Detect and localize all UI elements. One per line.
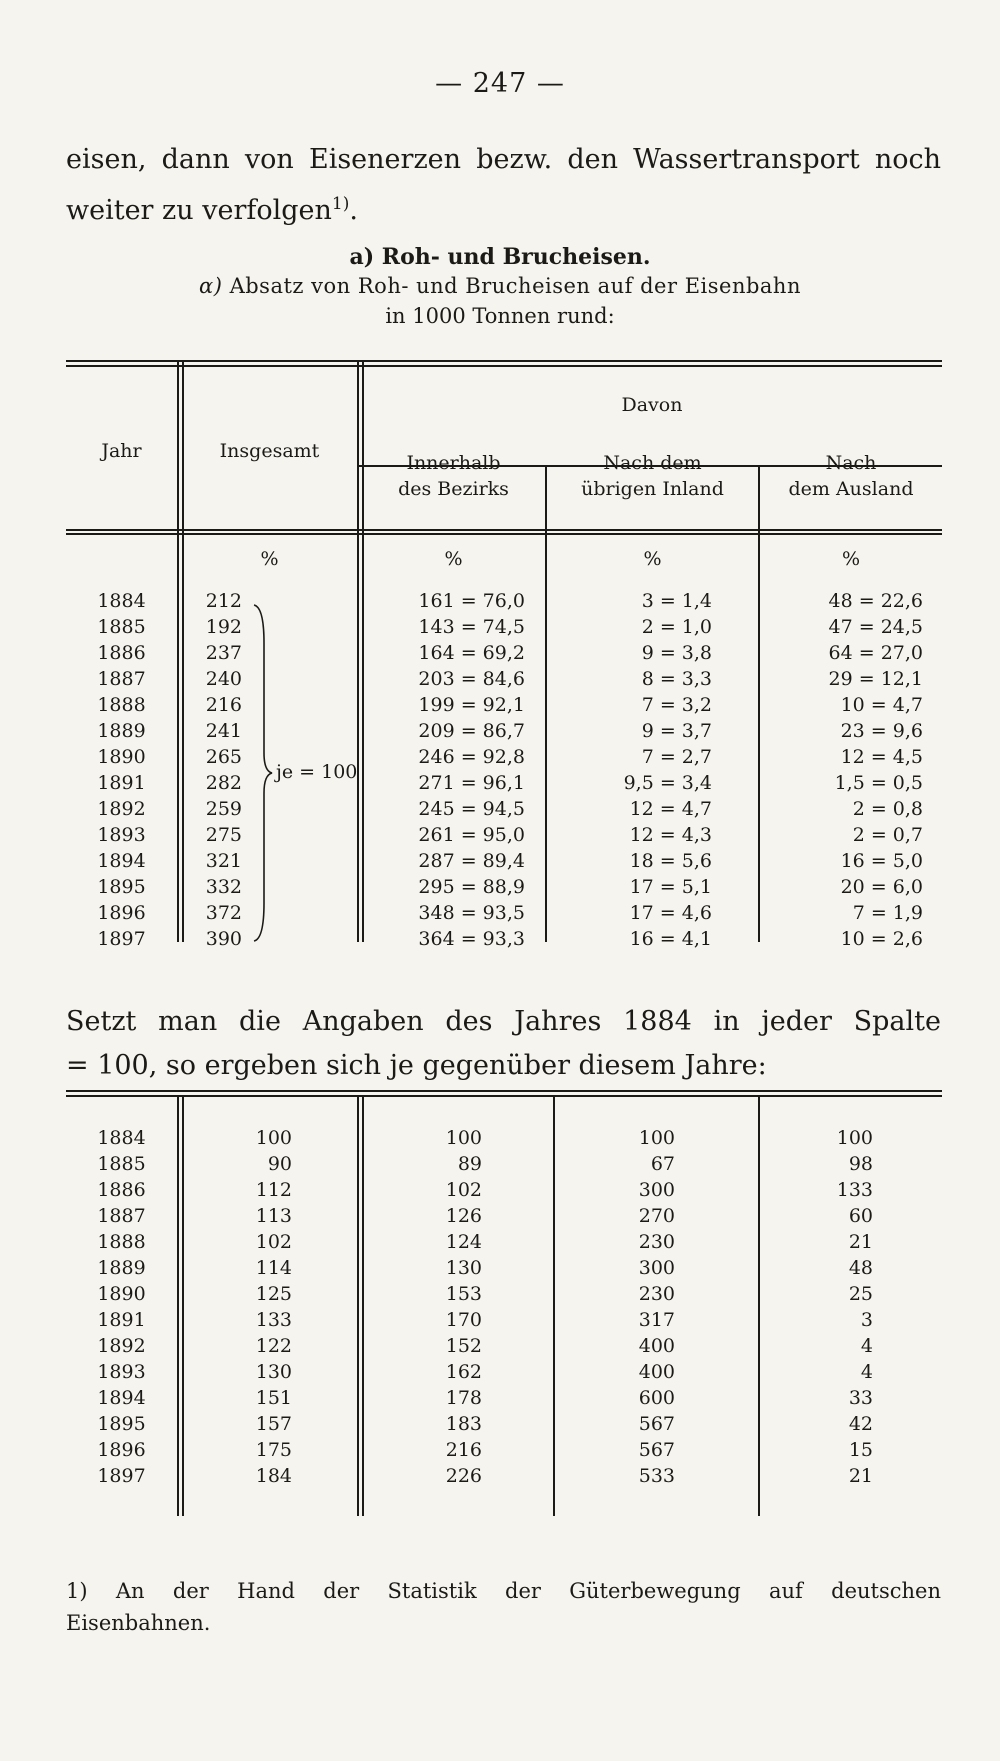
t2-cell-ausland: 42 xyxy=(848,1413,873,1435)
percent-inland: % xyxy=(643,548,662,570)
footnote-reference[interactable]: 1) xyxy=(331,194,350,214)
t1-vline-1 xyxy=(177,362,179,942)
t2-cell-insgesamt: 184 xyxy=(255,1465,292,1487)
unit-note: in 1000 Tonnen rund: xyxy=(385,304,615,328)
t1-cell-jahr: 1894 xyxy=(97,850,146,872)
t2-cell-jahr: 1894 xyxy=(97,1387,146,1409)
intro-line-1: eisen, dann von Eisenerzen bezw. den Wassertransport noch xyxy=(66,144,941,175)
t2-cell-inland: 400 xyxy=(638,1335,675,1357)
t2-cell-ausland: 21 xyxy=(848,1231,873,1253)
t2-cell-ausland: 25 xyxy=(848,1283,873,1305)
t2-cell-jahr: 1888 xyxy=(97,1231,146,1253)
t1-cell-insgesamt: 390 xyxy=(205,928,242,950)
t2-cell-innerhalb: 162 xyxy=(445,1361,482,1383)
t1-cell-insgesamt: 241 xyxy=(205,720,242,742)
t2-cell-jahr: 1895 xyxy=(97,1413,146,1435)
t1-vline-2 xyxy=(357,362,359,942)
t1-cell-jahr: 1891 xyxy=(97,772,146,794)
t2-cell-inland: 317 xyxy=(638,1309,675,1331)
t2-cell-jahr: 1892 xyxy=(97,1335,146,1357)
t2-cell-inland: 600 xyxy=(638,1387,675,1409)
t1-cell-inland: 9 = 3,8 xyxy=(641,642,712,664)
t1-cell-innerhalb: 245 = 94,5 xyxy=(418,798,525,820)
table1-header-rule-2 xyxy=(66,533,942,535)
t2-cell-innerhalb: 178 xyxy=(445,1387,482,1409)
t1-cell-ausland: 64 = 27,0 xyxy=(828,642,923,664)
footnote-line-1: 1) An der Hand der Statistik der Güterbewegung auf deutschen xyxy=(66,1579,941,1603)
header-jahr: Jahr xyxy=(101,440,142,462)
t2-cell-insgesamt: 125 xyxy=(255,1283,292,1305)
t1-cell-inland: 3 = 1,4 xyxy=(641,590,712,612)
header-nach-ausland: Nach dem Ausland xyxy=(788,452,914,500)
footnote-line-2: Eisenbahnen. xyxy=(66,1611,211,1635)
t1-cell-ausland: 47 = 24,5 xyxy=(828,616,923,638)
je-100-label: je = 100 xyxy=(276,761,358,783)
t2-cell-ausland: 15 xyxy=(848,1439,873,1461)
t2-cell-innerhalb: 102 xyxy=(445,1179,482,1201)
subsection-heading: α) Absatz von Roh- und Brucheisen auf der Eisenbahn xyxy=(199,274,801,298)
t2-cell-jahr: 1890 xyxy=(97,1283,146,1305)
header-davon: Davon xyxy=(621,394,683,416)
t1-cell-inland: 7 = 3,2 xyxy=(641,694,712,716)
t1-cell-ausland: 29 = 12,1 xyxy=(828,668,923,690)
t2-cell-innerhalb: 153 xyxy=(445,1283,482,1305)
t2-cell-jahr: 1891 xyxy=(97,1309,146,1331)
t1-cell-insgesamt: 275 xyxy=(205,824,242,846)
t1-cell-jahr: 1884 xyxy=(97,590,146,612)
t1-cell-inland: 17 = 5,1 xyxy=(629,876,712,898)
t2-cell-insgesamt: 114 xyxy=(255,1257,292,1279)
t1-cell-jahr: 1893 xyxy=(97,824,146,846)
t1-cell-inland: 9,5 = 3,4 xyxy=(623,772,712,794)
intro-line-2: weiter zu verfolgen$^{1)}$. xyxy=(66,194,358,226)
t2-cell-insgesamt: 122 xyxy=(255,1335,292,1357)
header-nach-inland: Nach dem übrigen Inland xyxy=(581,452,724,500)
t1-cell-jahr: 1885 xyxy=(97,616,146,638)
t2-cell-inland: 230 xyxy=(638,1231,675,1253)
t1-cell-ausland: 16 = 5,0 xyxy=(840,850,923,872)
t1-cell-ausland: 2 = 0,8 xyxy=(852,798,923,820)
table1-header-rule xyxy=(66,529,942,531)
t1-cell-ausland: 20 = 6,0 xyxy=(840,876,923,898)
t2-cell-innerhalb: 124 xyxy=(445,1231,482,1253)
t2-cell-innerhalb: 226 xyxy=(445,1465,482,1487)
t2-cell-inland: 533 xyxy=(638,1465,675,1487)
t1-cell-ausland: 1,5 = 0,5 xyxy=(834,772,923,794)
t1-cell-inland: 9 = 3,7 xyxy=(641,720,712,742)
t1-cell-jahr: 1886 xyxy=(97,642,146,664)
t1-cell-ausland: 7 = 1,9 xyxy=(852,902,923,924)
t1-cell-ausland: 10 = 4,7 xyxy=(840,694,923,716)
page-number: — 247 — xyxy=(435,68,565,99)
t2-cell-innerhalb: 126 xyxy=(445,1205,482,1227)
t2-cell-inland: 67 xyxy=(650,1153,675,1175)
footnote xyxy=(66,1575,941,1639)
t1-cell-innerhalb: 143 = 74,5 xyxy=(418,616,525,638)
t1-cell-insgesamt: 212 xyxy=(205,590,242,612)
t2-vline-2 xyxy=(357,1096,359,1516)
t1-cell-ausland: 23 = 9,6 xyxy=(840,720,923,742)
t1-cell-ausland: 2 = 0,7 xyxy=(852,824,923,846)
table1-top-rule xyxy=(66,360,942,362)
t2-cell-insgesamt: 100 xyxy=(255,1127,292,1149)
t2-cell-jahr: 1893 xyxy=(97,1361,146,1383)
t2-cell-insgesamt: 112 xyxy=(255,1179,292,1201)
t2-cell-inland: 567 xyxy=(638,1413,675,1435)
t2-cell-innerhalb: 130 xyxy=(445,1257,482,1279)
t2-cell-jahr: 1896 xyxy=(97,1439,146,1461)
t1-cell-innerhalb: 364 = 93,3 xyxy=(418,928,525,950)
t2-cell-ausland: 133 xyxy=(836,1179,873,1201)
t1-cell-insgesamt: 332 xyxy=(205,876,242,898)
t1-cell-insgesamt: 372 xyxy=(205,902,242,924)
t1-cell-insgesamt: 192 xyxy=(205,616,242,638)
t1-cell-innerhalb: 271 = 96,1 xyxy=(418,772,525,794)
t2-cell-insgesamt: 130 xyxy=(255,1361,292,1383)
t2-cell-inland: 230 xyxy=(638,1283,675,1305)
t1-cell-inland: 8 = 3,3 xyxy=(641,668,712,690)
t1-cell-insgesamt: 265 xyxy=(205,746,242,768)
t1-cell-inland: 12 = 4,7 xyxy=(629,798,712,820)
intro-paragraph xyxy=(66,138,941,233)
t1-cell-jahr: 1892 xyxy=(97,798,146,820)
t2-cell-inland: 100 xyxy=(638,1127,675,1149)
t2-cell-innerhalb: 152 xyxy=(445,1335,482,1357)
para2-line-2: = 100, so ergeben sich je gegenüber diesem Jahre: xyxy=(66,1050,767,1081)
t2-cell-insgesamt: 113 xyxy=(255,1205,292,1227)
t1-cell-insgesamt: 240 xyxy=(205,668,242,690)
paragraph-2 xyxy=(66,1000,941,1088)
table2-top-rule xyxy=(66,1090,942,1092)
t2-cell-insgesamt: 157 xyxy=(255,1413,292,1435)
t1-cell-ausland: 48 = 22,6 xyxy=(828,590,923,612)
para2-line-1: Setzt man die Angaben des Jahres 1884 in jeder Spalte xyxy=(66,1006,941,1037)
t2-cell-inland: 567 xyxy=(638,1439,675,1461)
t2-cell-ausland: 4 xyxy=(860,1361,873,1383)
t2-cell-insgesamt: 151 xyxy=(255,1387,292,1409)
t1-cell-jahr: 1895 xyxy=(97,876,146,898)
t2-cell-inland: 300 xyxy=(638,1179,675,1201)
t2-vline-1 xyxy=(177,1096,179,1516)
section-heading: a) Roh- und Brucheisen. xyxy=(349,244,651,270)
header-innerhalb: Innerhalb des Bezirks xyxy=(398,452,509,500)
t2-cell-inland: 270 xyxy=(638,1205,675,1227)
t2-cell-jahr: 1884 xyxy=(97,1127,146,1149)
t1-cell-insgesamt: 237 xyxy=(205,642,242,664)
t1-cell-innerhalb: 348 = 93,5 xyxy=(418,902,525,924)
t2-cell-insgesamt: 102 xyxy=(255,1231,292,1253)
t1-cell-insgesamt: 259 xyxy=(205,798,242,820)
header-insgesamt: Insgesamt xyxy=(219,440,320,462)
t1-cell-innerhalb: 161 = 76,0 xyxy=(418,590,525,612)
t1-cell-inland: 2 = 1,0 xyxy=(641,616,712,638)
t2-cell-insgesamt: 175 xyxy=(255,1439,292,1461)
t1-cell-innerhalb: 164 = 69,2 xyxy=(418,642,525,664)
t2-cell-jahr: 1889 xyxy=(97,1257,146,1279)
t1-cell-inland: 7 = 2,7 xyxy=(641,746,712,768)
t2-cell-innerhalb: 183 xyxy=(445,1413,482,1435)
t2-cell-innerhalb: 100 xyxy=(445,1127,482,1149)
t2-cell-inland: 400 xyxy=(638,1361,675,1383)
t2-cell-ausland: 21 xyxy=(848,1465,873,1487)
t1-cell-innerhalb: 199 = 92,1 xyxy=(418,694,525,716)
t1-cell-jahr: 1890 xyxy=(97,746,146,768)
t2-cell-ausland: 60 xyxy=(848,1205,873,1227)
t1-cell-inland: 17 = 4,6 xyxy=(629,902,712,924)
t2-cell-innerhalb: 89 xyxy=(457,1153,482,1175)
t1-cell-inland: 12 = 4,3 xyxy=(629,824,712,846)
t2-cell-ausland: 98 xyxy=(848,1153,873,1175)
t2-cell-ausland: 3 xyxy=(860,1309,873,1331)
t1-cell-insgesamt: 321 xyxy=(205,850,242,872)
t1-cell-jahr: 1889 xyxy=(97,720,146,742)
t2-cell-insgesamt: 133 xyxy=(255,1309,292,1331)
t1-cell-jahr: 1897 xyxy=(97,928,146,950)
t1-cell-inland: 16 = 4,1 xyxy=(629,928,712,950)
t1-cell-ausland: 12 = 4,5 xyxy=(840,746,923,768)
t2-cell-innerhalb: 216 xyxy=(445,1439,482,1461)
t1-cell-innerhalb: 203 = 84,6 xyxy=(418,668,525,690)
brace-icon xyxy=(250,603,274,943)
t2-cell-jahr: 1897 xyxy=(97,1465,146,1487)
t1-cell-innerhalb: 295 = 88,9 xyxy=(418,876,525,898)
percent-ausland: % xyxy=(841,548,861,570)
t1-cell-innerhalb: 209 = 86,7 xyxy=(418,720,525,742)
t2-cell-jahr: 1886 xyxy=(97,1179,146,1201)
table1-top-rule-2 xyxy=(66,365,942,367)
t1-cell-inland: 18 = 5,6 xyxy=(629,850,712,872)
t2-cell-innerhalb: 170 xyxy=(445,1309,482,1331)
t2-cell-insgesamt: 90 xyxy=(267,1153,292,1175)
t1-cell-jahr: 1887 xyxy=(97,668,146,690)
t1-cell-innerhalb: 261 = 95,0 xyxy=(418,824,525,846)
t2-cell-ausland: 33 xyxy=(848,1387,873,1409)
table2-top-rule-2 xyxy=(66,1095,942,1097)
percent-insgesamt: % xyxy=(260,548,279,570)
t1-cell-innerhalb: 246 = 92,8 xyxy=(418,746,525,768)
t2-cell-jahr: 1887 xyxy=(97,1205,146,1227)
t1-cell-jahr: 1888 xyxy=(97,694,146,716)
t2-cell-ausland: 48 xyxy=(848,1257,873,1279)
t2-cell-ausland: 4 xyxy=(860,1335,873,1357)
t2-cell-inland: 300 xyxy=(638,1257,675,1279)
t2-cell-ausland: 100 xyxy=(836,1127,873,1149)
t1-cell-jahr: 1896 xyxy=(97,902,146,924)
t1-cell-innerhalb: 287 = 89,4 xyxy=(418,850,525,872)
t1-cell-insgesamt: 282 xyxy=(205,772,242,794)
t1-cell-insgesamt: 216 xyxy=(205,694,242,716)
percent-innerhalb: % xyxy=(444,548,463,570)
t1-cell-ausland: 10 = 2,6 xyxy=(840,928,923,950)
t2-cell-jahr: 1885 xyxy=(97,1153,146,1175)
